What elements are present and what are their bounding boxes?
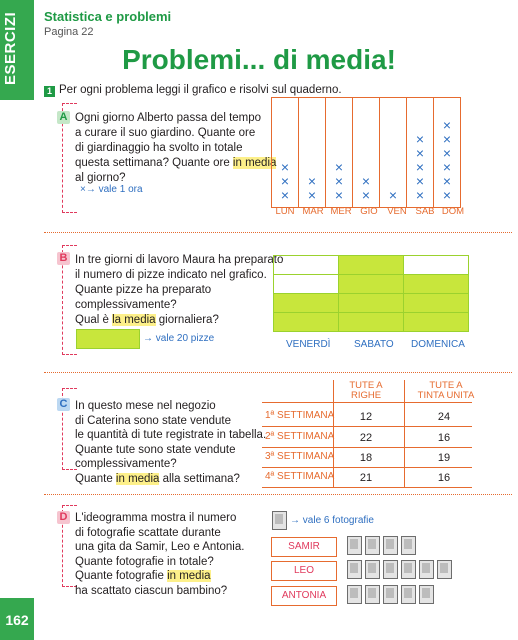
- pizza-cell: [339, 294, 404, 313]
- photo-icon: [419, 560, 434, 579]
- cross-mark: ×: [361, 187, 371, 203]
- child-name-samir: SAMIR: [271, 537, 337, 557]
- photo-icon: [383, 585, 398, 604]
- table-row-label: 1ª SETTIMANA: [265, 410, 335, 421]
- problem-c-text: In questo mese nel negozio di Caterina sono state vendute le quantità di tute registrate in tabella. Quante tute sono state vendute complessivamente? Quante in media alla settimana?: [75, 400, 267, 485]
- table-row-label: 2ª SETTIMANA: [265, 431, 335, 442]
- table-column-header: TUTE A TINTA UNITA: [417, 380, 475, 401]
- cross-mark: ×: [442, 131, 452, 147]
- separator-dotted: [44, 232, 512, 233]
- pictogram-column-gio: [353, 98, 380, 208]
- pizza-cell: [274, 256, 339, 275]
- cross-mark: ×: [334, 159, 344, 175]
- photo-icon: [365, 585, 380, 604]
- table-row-label: 4ª SETTIMANA: [265, 471, 335, 482]
- pizza-cell: [404, 313, 469, 332]
- highlight-la-media: la media: [112, 314, 156, 326]
- problem-d-legend: → vale 6 fotografie: [290, 515, 374, 526]
- photo-icon: [365, 536, 380, 555]
- photo-legend-icon: [272, 511, 287, 530]
- cross-symbol-icon: ×: [80, 184, 86, 195]
- photo-icon: [347, 536, 362, 555]
- cross-mark: ×: [280, 173, 290, 189]
- cross-mark: ×: [307, 173, 317, 189]
- table-rule: [333, 380, 334, 488]
- pizza-cell: [339, 313, 404, 332]
- arrow-right-icon: →: [290, 515, 300, 526]
- problem-b-text: In tre giorni di lavoro Maura ha preparato il numero di pizze indicato nel grafico. Quante pizze ha preparato complessivamente? Qual è la media giornaliera?: [75, 254, 284, 326]
- day-label: DOM: [441, 206, 465, 217]
- photo-icon: [401, 536, 416, 555]
- pictogram-column-lun: [272, 98, 299, 208]
- page-reference: Pagina 22: [44, 26, 94, 38]
- child-name-antonia: ANTONIA: [271, 586, 337, 606]
- pizza-cell: [339, 256, 404, 275]
- problem-d-letter: D: [57, 511, 70, 524]
- pizza-legend-box: [76, 329, 140, 349]
- pizza-cell: [404, 275, 469, 294]
- photo-icon: [419, 585, 434, 604]
- side-tab-label: ESERCIZI: [2, 11, 19, 85]
- cross-mark: ×: [334, 173, 344, 189]
- separator-dotted: [44, 494, 512, 495]
- child-name-leo: LEO: [271, 561, 337, 581]
- photo-icon: [401, 585, 416, 604]
- day-label: GIO: [360, 206, 378, 217]
- pizza-cell: [404, 256, 469, 275]
- photo-icon: [347, 560, 362, 579]
- cross-mark: ×: [280, 159, 290, 175]
- pizza-cell: [339, 275, 404, 294]
- table-rule: [262, 447, 472, 448]
- cross-mark: ×: [415, 173, 425, 189]
- table-cell: 16: [437, 472, 451, 484]
- day-label: MER: [330, 206, 352, 217]
- table-column-header: TUTE A RIGHE: [349, 380, 383, 401]
- arrow-right-icon: →: [143, 333, 153, 344]
- day-label: SAB: [415, 206, 435, 217]
- pictogram-column-mar: [299, 98, 326, 208]
- pictogram-chart-a: [271, 97, 461, 208]
- photo-icon: [401, 560, 416, 579]
- cross-mark: ×: [442, 117, 452, 133]
- pizza-day-label: VENERDÌ: [286, 339, 331, 350]
- cross-mark: ×: [442, 159, 452, 175]
- cross-mark: ×: [307, 187, 317, 203]
- highlight-in-media: in media: [167, 570, 211, 582]
- pizza-chart-b: [273, 255, 469, 332]
- pictogram-column-mer: [326, 98, 353, 208]
- table-cell: 21: [359, 472, 373, 484]
- table-cell: 18: [359, 452, 373, 464]
- pizza-cell: [274, 275, 339, 294]
- arrow-right-icon: →: [85, 184, 96, 195]
- cross-mark: ×: [280, 187, 290, 203]
- exercise-number: 1: [44, 86, 55, 97]
- table-rule: [262, 426, 472, 427]
- table-cell: 22: [359, 432, 373, 444]
- pizza-day-label: SABATO: [354, 339, 394, 350]
- pictogram-column-dom: [434, 98, 461, 208]
- cross-mark: ×: [415, 187, 425, 203]
- pictogram-column-sab: [407, 98, 434, 208]
- pizza-day-label: DOMENICA: [411, 339, 465, 350]
- page-title: Problemi... di media!: [122, 44, 396, 75]
- highlight-in-media: in media: [115, 472, 160, 485]
- section-title: Statistica e problemi: [44, 9, 172, 24]
- pizza-cell: [404, 294, 469, 313]
- table-rule: [262, 487, 472, 488]
- table-row-label: 3ª SETTIMANA: [265, 451, 335, 462]
- highlight-in-media: in media: [232, 157, 277, 169]
- photo-icon: [383, 560, 398, 579]
- photo-icon: [383, 536, 398, 555]
- table-rule: [262, 402, 472, 403]
- cross-mark: ×: [415, 131, 425, 147]
- problem-a-text: Ogni giorno Alberto passa del tempo a curare il suo giardino. Quante ore di giardinaggio ha svolto in totale questa settimana? Quante ore in media al giorno?: [75, 112, 277, 184]
- table-cell: 19: [437, 452, 451, 464]
- photo-icon: [347, 585, 362, 604]
- table-rule: [404, 380, 405, 488]
- page-number: 162: [5, 612, 29, 628]
- photo-icon: [437, 560, 452, 579]
- separator-dotted: [44, 372, 512, 373]
- table-cell: 16: [437, 432, 451, 444]
- cross-mark: ×: [442, 173, 452, 189]
- problem-d-text: L'ideogramma mostra il numero di fotografie scattate durante una gita da Samir, Leo e Antonia. Quante fotografie in totale? Quante fotografie in media ha scattato ciascun bambino?: [75, 512, 245, 597]
- problem-a-legend: ×→ vale 1 ora: [80, 184, 143, 195]
- day-label: MAR: [302, 206, 324, 217]
- cross-mark: ×: [415, 145, 425, 161]
- pizza-cell: [274, 313, 339, 332]
- cross-mark: ×: [415, 159, 425, 175]
- cross-mark: ×: [361, 173, 371, 189]
- cross-mark: ×: [388, 187, 398, 203]
- pizza-cell: [274, 294, 339, 313]
- problem-b-legend: → vale 20 pizze: [143, 333, 215, 344]
- cross-mark: ×: [442, 187, 452, 203]
- photo-icon: [365, 560, 380, 579]
- problem-c-letter: C: [57, 398, 70, 411]
- problem-b-letter: B: [57, 252, 70, 265]
- table-cell: 12: [359, 411, 373, 423]
- day-label: VEN: [387, 206, 407, 217]
- pictogram-column-ven: [380, 98, 407, 208]
- table-cell: 24: [437, 411, 451, 423]
- problem-a-letter: A: [57, 111, 70, 124]
- day-label: LUN: [275, 206, 295, 217]
- cross-mark: ×: [334, 187, 344, 203]
- cross-mark: ×: [442, 145, 452, 161]
- table-rule: [262, 467, 472, 468]
- instruction-text: Per ogni problema leggi il grafico e risolvi sul quaderno.: [59, 84, 342, 96]
